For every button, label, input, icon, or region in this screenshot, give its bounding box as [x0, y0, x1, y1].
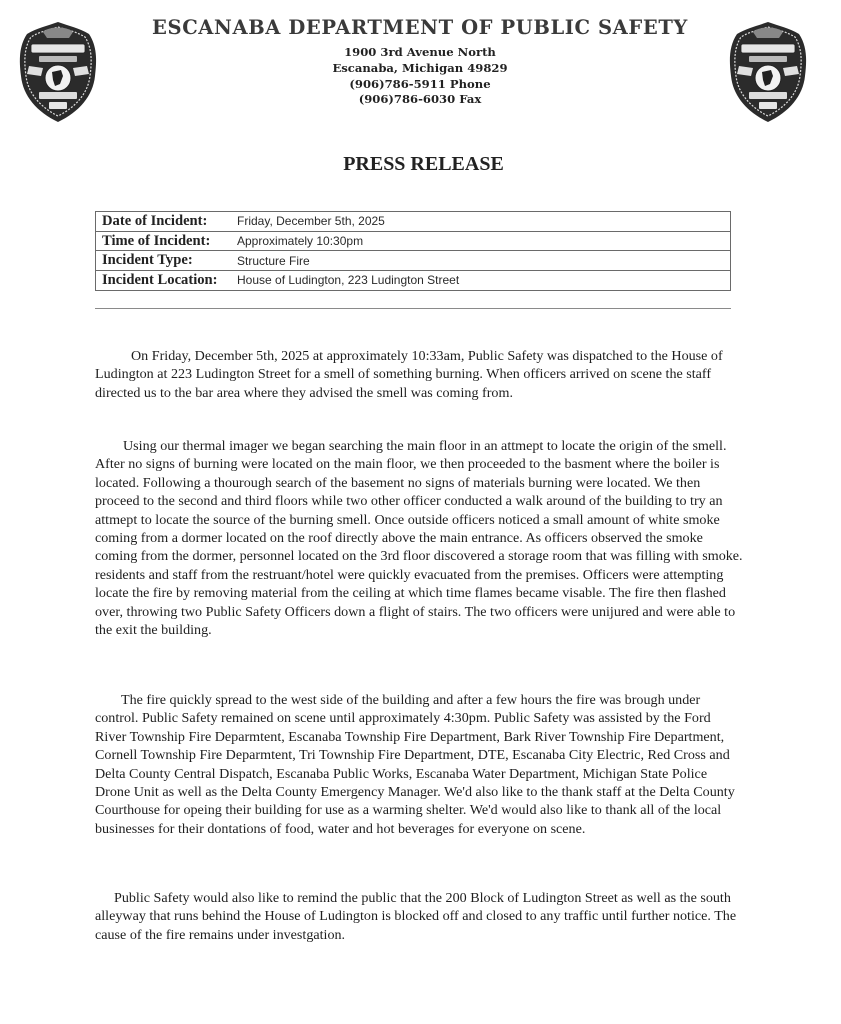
incident-time-label: Time of Incident: [96, 231, 235, 251]
incident-type-value: Structure Fire [234, 251, 731, 271]
address-city: Escanaba, Michigan 49829 [332, 60, 508, 75]
table-row [96, 212, 731, 232]
incident-location-value: House of Ludington, 223 Ludington Street [234, 271, 731, 291]
address-street: 1900 3rd Avenue North [344, 45, 496, 59]
incident-time-value: Approximately 10:30pm [234, 231, 731, 251]
body-paragraph-assistance [95, 691, 745, 838]
body-paragraph-dispatch [95, 347, 745, 402]
department-badge-logo-right [727, 20, 809, 124]
incident-date-value: Friday, December 5th, 2025 [237, 214, 385, 229]
paragraph-text: On Friday, December 5th, 2025 at approximately 10:33am, Public Safety was dispatched to the House of Ludington at 223 Ludington Street for a smell of something burning. When officers arrived on scene the staff directed us to the bar area where they advised the smell was coming from. [95, 348, 723, 401]
police-badge-icon [17, 20, 99, 124]
paragraph-text: Using our thermal imager we began searching the main floor in an attmept to locate the origin of the smell. After no signs of burning were located on the main floor, we then proceeded to the basment where the boiler is located. Following a thourough search of the basement no signs of materials burning were located. We then proceed to the second and third floors while two other officer conducted a walk around of the building to try an attmept to locate the source of the burning smell. Once outside officers noticed a small amount of white smoke coming from a dormer located on the roof directly above the main entrance. As officers observed the smoke coming from the dormer, personnel located on the 3rd floor discovered a storage room that was filling with smoke. residents and staff from the restruant/hotel were quickly evacuated from the premises. Officers were attempting locate the fire by removing material from the ceiling at which time flames became visable. The fire then flashed over, throwing two Public Safety Officers down a flight of stairs. The two officers were unijured and were able to the exit the building. [95, 438, 743, 639]
incident-type-label: Incident Type: [96, 251, 235, 271]
incident-location-label: Incident Location: [96, 271, 235, 291]
department-badge-logo-left [17, 20, 99, 124]
incident-info-table [95, 211, 731, 291]
letterhead-address [200, 45, 640, 108]
body-paragraph-search [95, 437, 745, 639]
body-paragraph-closure-notice [95, 889, 745, 944]
phone-number: (906)786-5911 Phone [349, 76, 491, 91]
organization-name: ESCANABA DEPARTMENT OF PUBLIC SAFETY [152, 16, 688, 39]
paragraph-text: The fire quickly spread to the west side of the building and after a few hours the fire was brough under control. Public Safety remained on scene until approximately 4:30pm. Public Safety was assisted by the Ford River Township Fire Deparmtent, Escanaba Township Fire Department, Bark River Township Fire Department, Cornell Township Fire Deparmtent, Tri Township Fire Department, DTE, Escanaba City Electric, Red Cross and Delta County Central Dispatch, Escanaba Public Works, Escanaba Water Department, Michigan State Police Drone Unit as well as the Delta County Emergency Manager. We'd also like to the thank staff at the Delta County Courthouse for opeing their building for use as a warming shelter. We'd would also like to thank all of the local businesses for their dontations of food, water and hot beverages for everyone on scene. [95, 692, 735, 837]
paragraph-text: Public Safety would also like to remind the public that the 200 Block of Ludington Street as well as the south alleyway that runs behind the House of Ludington is blocked off and closed to any traffic until further notice. The cause of the fire remains under investgation. [95, 890, 737, 943]
police-badge-icon [727, 20, 809, 124]
table-row [96, 231, 731, 251]
table-row [96, 271, 731, 291]
table-row [96, 251, 731, 271]
fax-number: (906)786-6030 Fax [358, 92, 482, 107]
horizontal-divider [95, 308, 731, 309]
incident-date-label: Date of Incident: [102, 212, 208, 229]
document-title: PRESS RELEASE [343, 153, 504, 175]
